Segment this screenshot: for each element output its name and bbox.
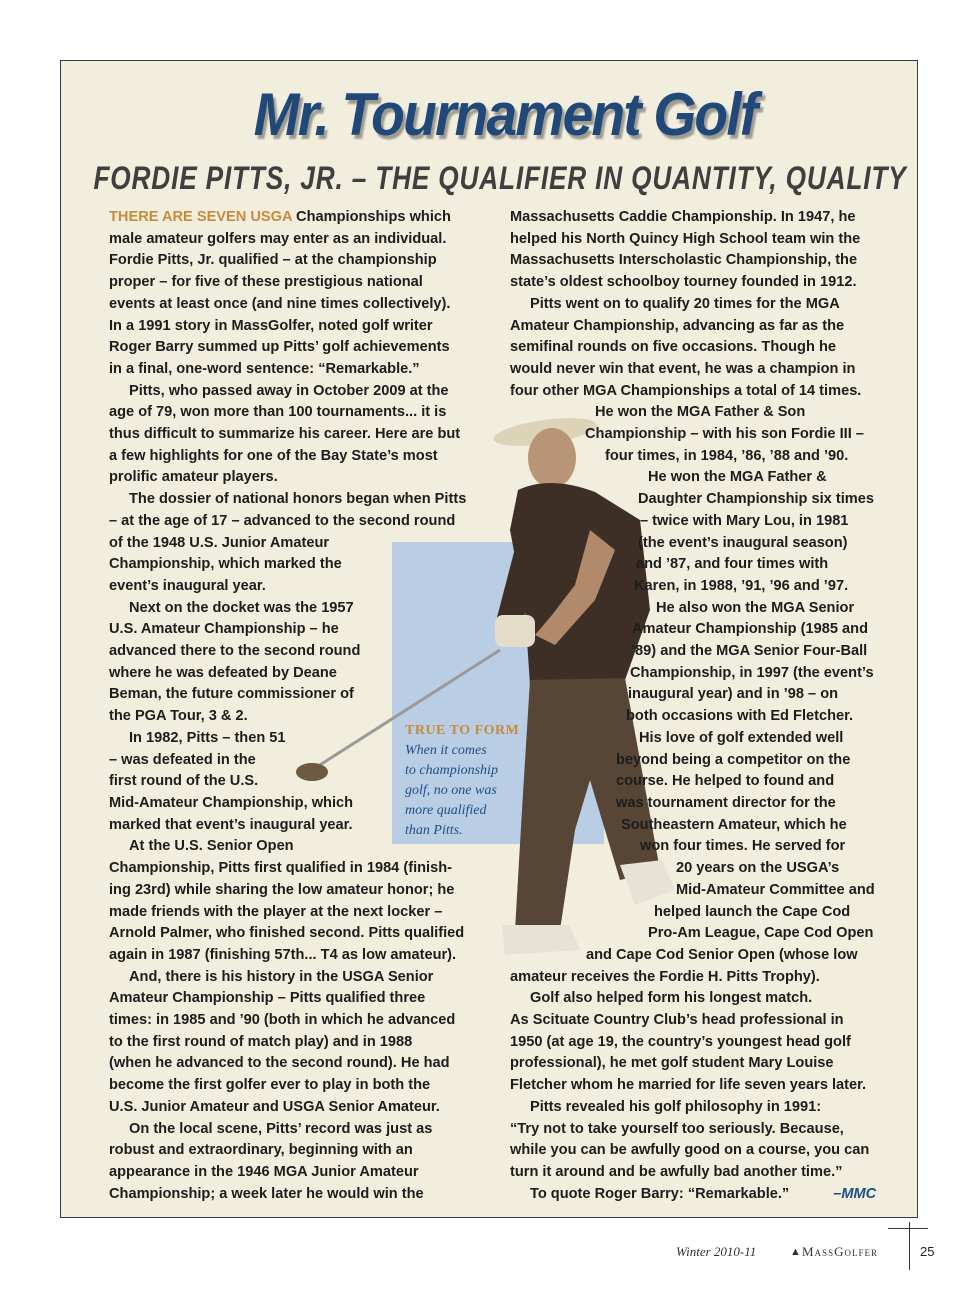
body-line: Championship, which marked the (109, 556, 342, 573)
body-line: He won the MGA Father & Son (595, 404, 806, 421)
body-line: proper – for five of these prestigious national (109, 274, 423, 291)
body-line: to the first round of match play) and in 1988 (109, 1033, 413, 1050)
caption-line: more qualified (405, 803, 487, 818)
body-line: won four times. He served for (640, 838, 846, 855)
body-line: “Try not to take yourself too seriously. Because, (510, 1120, 844, 1137)
body-line: age of 79, won more than 100 tournaments... it is (109, 404, 447, 421)
body-line: Championship; a week later he would win the (109, 1185, 424, 1202)
left-column (109, 207, 501, 1205)
caption-line: golf, no one was (405, 783, 497, 798)
body-line: Arnold Palmer, who finished second. Pitts qualified (109, 925, 465, 942)
body-line: Karen, in 1988, ’91, ’96 and ’97. (634, 577, 849, 594)
body-line: state’s oldest schoolboy tourney founded in 1912. (510, 274, 857, 291)
body-line: while you can be awfully good on a course, you can (510, 1142, 870, 1159)
body-line: times: in 1985 and ’90 (both in which he advanced (109, 1012, 456, 1029)
body-line: robust and extraordinary, beginning with an (109, 1142, 413, 1159)
body-line: of the 1948 U.S. Junior Amateur (109, 534, 330, 551)
body-line: Mid-Amateur Committee and (676, 881, 875, 898)
body-line: (the event’s inaugural season) (638, 534, 848, 551)
body-line: both occasions with Ed Fletcher. (626, 708, 854, 725)
body-line: Championship, in 1997 (the event’s (630, 664, 874, 681)
body-line: event’s inaugural year. (109, 577, 266, 594)
body-line: Amateur Championship (1985 and (632, 621, 868, 638)
body-line: Next on the docket was the 1957 (129, 599, 354, 616)
body-line: marked that event’s inaugural year. (109, 816, 353, 833)
caption-line: When it comes (405, 743, 487, 758)
magazine-name: MassGolfer (802, 1244, 878, 1259)
body-line: Championship – with his son Fordie III – (585, 426, 864, 443)
body-line: helped launch the Cape Cod (654, 903, 851, 920)
body-line: And, there is his history in the USGA Senior (129, 968, 434, 985)
body-line: – at the age of 17 – advanced to the second round (109, 512, 456, 529)
crop-mark-vertical (909, 1222, 910, 1270)
body-line: would never win that event, he was a champion in (510, 360, 856, 377)
body-line: ing 23rd) while sharing the low amateur honor; he (109, 881, 455, 898)
body-line: Southeastern Amateur, which he (621, 816, 847, 833)
body-line: Daughter Championship six times (638, 491, 874, 508)
body-line: a few highlights for one of the Bay State’s most (109, 447, 438, 464)
body-line: Fletcher whom he married for life seven years later. (510, 1077, 867, 1094)
body-line: appearance in the 1946 MGA Junior Amateur (109, 1163, 419, 1180)
body-line: Golf also helped form his longest match. (530, 990, 813, 1007)
body-line: the PGA Tour, 3 & 2. (109, 708, 248, 725)
body-line: four other MGA Championships a total of 14 times. (510, 382, 862, 399)
body-line: The dossier of national honors began when Pitts (129, 491, 467, 508)
body-line: Massachusetts Interscholastic Championship, the (510, 252, 858, 269)
body-line: beyond being a competitor on the (616, 751, 851, 768)
body-line: course. He helped to found and (616, 773, 835, 790)
issue-date: Winter 2010-11 (676, 1244, 757, 1259)
body-line: ’89) and the MGA Senior Four-Ball (631, 643, 868, 660)
body-line: become the first golfer ever to play in both the (109, 1077, 431, 1094)
body-line: inaugural year) and in ’98 – on (628, 686, 839, 703)
body-line: He won the MGA Father & (648, 469, 827, 486)
body-line: prolific amateur players. (109, 469, 278, 486)
body-line: On the local scene, Pitts’ record was just as (129, 1120, 433, 1137)
body-line: four times, in 1984, ’86, ’88 and ’90. (605, 447, 849, 464)
lead-in: THERE ARE SEVEN USGA (109, 209, 292, 225)
body-line: In a 1991 story in MassGolfer, noted golf writer (109, 317, 433, 334)
body-line: advanced there to the second round (109, 643, 361, 660)
body-line: Pitts went on to qualify 20 times for the MGA (530, 295, 840, 312)
body-line: Beman, the future commissioner of (109, 686, 354, 703)
body-line: semifinal rounds on five occasions. Though he (510, 339, 836, 356)
body-line: first round of the U.S. (109, 773, 259, 790)
body-line: professional), he met golf student Mary Louise (510, 1055, 834, 1072)
body-line: – twice with Mary Lou, in 1981 (640, 512, 849, 529)
caption-heading: TRUE TO FORM (405, 723, 520, 738)
body-line: Roger Barry summed up Pitts’ golf achievements (109, 339, 450, 356)
body-line: again in 1987 (finishing 57th... T4 as low amateur). (109, 946, 457, 963)
body-line: Mid-Amateur Championship, which (109, 794, 354, 811)
body-line: thus difficult to summarize his career. Here are but (109, 426, 461, 443)
body-line: THERE ARE SEVEN USGA Championships which (109, 209, 451, 225)
body-line: Pitts revealed his golf philosophy in 1991: (530, 1098, 822, 1115)
article-subtitle: FORDIE PITTS, JR. – THE QUALIFIER IN QUANTITY, QUALITY (93, 160, 907, 196)
crop-mark-horizontal (888, 1228, 928, 1229)
body-line: In 1982, Pitts – then 51 (129, 729, 286, 746)
body-line: amateur receives the Fordie H. Pitts Trophy). (510, 968, 820, 985)
body-line: His love of golf extended well (639, 729, 844, 746)
body-line: 1950 (at age 19, the country’s youngest head golf (510, 1033, 851, 1050)
article-title: Mr. Tournament Golf (253, 81, 757, 148)
body-line: where he was defeated by Deane (109, 664, 337, 681)
body-line: male amateur golfers may enter as an individual. (109, 230, 447, 247)
caption-line: to championship (405, 763, 498, 778)
body-line: 20 years on the USGA’s (676, 860, 840, 877)
body-line: helped his North Quincy High School team win the (510, 230, 861, 247)
body-line: Amateur Championship – Pitts qualified three (109, 990, 426, 1007)
author-signature: –MMC (833, 1185, 877, 1202)
page-number: 25 (920, 1244, 935, 1259)
body-line: in a final, one-word sentence: “Remarkable.” (109, 360, 420, 377)
right-column (510, 207, 902, 1205)
body-line: turn it around and be awfully bad another time.” (510, 1163, 843, 1180)
body-line: Fordie Pitts, Jr. qualified – at the championship (109, 252, 437, 269)
caption-line: than Pitts. (405, 823, 463, 838)
body-line: Championship, Pitts first qualified in 1984 (finish- (109, 860, 452, 877)
body-line: As Scituate Country Club’s head professional in (510, 1012, 844, 1029)
body-line: Pitts, who passed away in October 2009 at the (129, 382, 449, 399)
body-line: U.S. Amateur Championship – he (109, 621, 339, 638)
body-line: Pro-Am League, Cape Cod Open (648, 925, 874, 942)
body-line: and Cape Cod Senior Open (whose low (586, 946, 858, 963)
body-line: Massachusetts Caddie Championship. In 1947, he (510, 209, 856, 225)
body-line: At the U.S. Senior Open (129, 838, 294, 855)
body-line: made friends with the player at the next locker – (109, 903, 443, 920)
body-line: To quote Roger Barry: “Remarkable.” –MMC (530, 1185, 877, 1202)
body-line: events at least once (and nine times collectively). (109, 295, 451, 312)
body-line: – was defeated in the (109, 751, 256, 768)
body-line: Amateur Championship, advancing as far as the (510, 317, 845, 334)
body-line: was tournament director for the (616, 794, 836, 811)
body-line: and ’87, and four times with (636, 556, 829, 573)
separator-icon: ▲ (790, 1246, 801, 1258)
body-line: (when he advanced to the second round). He had (109, 1055, 450, 1072)
body-line: He also won the MGA Senior (656, 599, 855, 616)
body-line: U.S. Junior Amateur and USGA Senior Amateur. (109, 1098, 440, 1115)
